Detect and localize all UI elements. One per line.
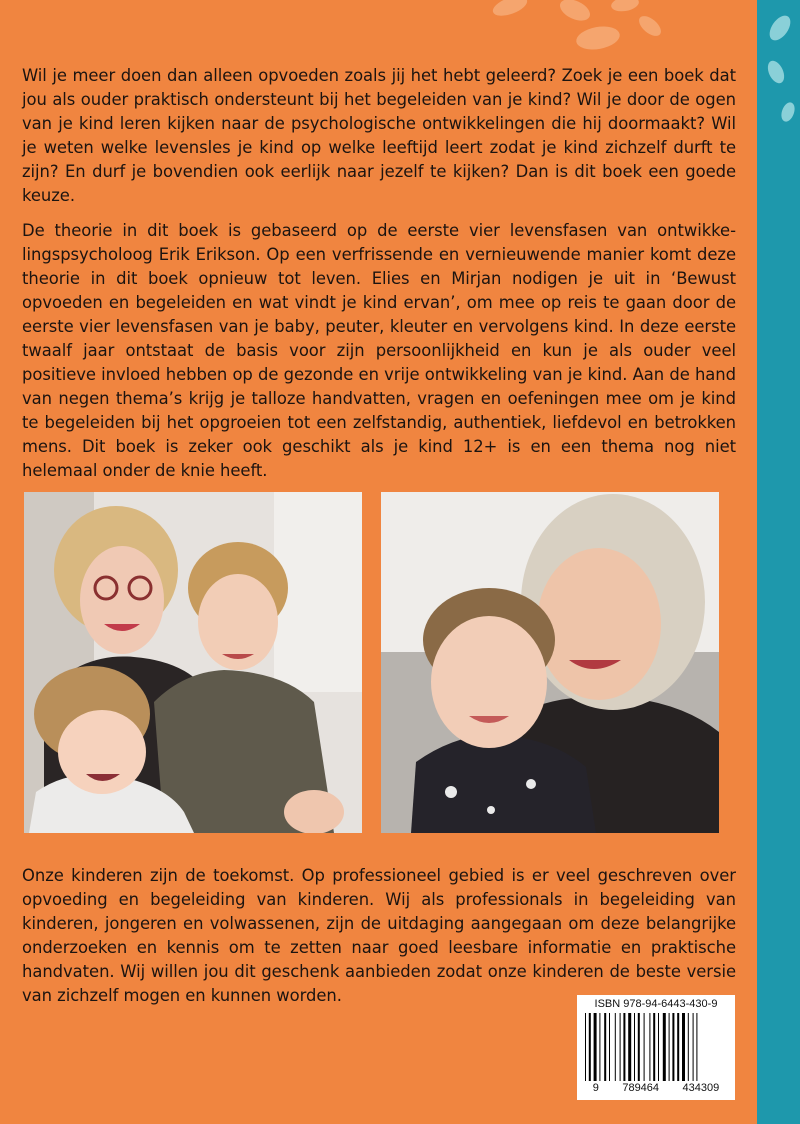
photo-right xyxy=(381,492,719,833)
photo-left xyxy=(24,492,362,833)
book-spine xyxy=(757,0,800,1124)
closing-paragraph: Onze kinderen zijn de toekomst. Op professioneel gebied is er veel geschreven over opvoeding en begeleiding van kinderen. Wij als professionals in begeleiding van kinderen, jongeren en volwassenen, zijn de uitdaging aangegaan om deze belangrijke onderzoeken en kennis om te zetten naar goed leesbare informatie en praktische handvaten. Wij willen jou dit geschenk aanbieden zodat onze kinderen de beste versie van zichzelf mogen en kunnen worden. xyxy=(22,866,736,1005)
barcode-digits xyxy=(577,1082,735,1094)
intro-paragraph: Wil je meer doen dan alleen opvoeden zoals jij het hebt geleerd? Zoek je een boek dat jou als ouder praktisch ondersteunt bij het begeleiden van je kind? Wil je door de ogen van je kind leren kijken naar de psychologische ontwikkelingen die hij doormaakt? Wil je weten welke levensles je kind op welke leeftijd leert zodat je kind zichzelf durft te zijn? En durf je bovendien ook eerlijk naar jezelf te kijken? Dan is dit boek een goede keuze. xyxy=(22,66,736,205)
barcode-bars-icon xyxy=(585,1013,727,1081)
photo-woman-with-boy-icon xyxy=(381,492,719,833)
theory-paragraph: De theorie in dit boek is gebaseerd op de eerste vier levensfasen van ontwikkelingspsycholoog Erik Erikson. Op een verfrissende en vernieuwende manier komt deze theorie in dit boek opnieuw tot leven. Elies en Mirjan nodigen je uit in ‘Bewust opvoeden en begeleiden en wat vindt je kind ervan’, om mee op reis te gaan door de eerste vier levensfasen van je baby, peuter, kleuter en vervolgens kind. In deze eerste twaalf jaar ontstaat de basis voor zijn persoonlijkheid en kun je als ouder veel positieve invloed hebben op de gezonde en vrije ontwikkeling van je kind. Aan de hand van negen thema’s krijg je talloze handvatten, vragen en oefeningen mee om je kind te begeleiden bij het opgroeien tot een zelfstandig, authentiek, liefdevol en betrokken mens. Dit boek is zeker ook geschikt als je kind 12+ is en een thema nog niet helemaal onder de knie heeft. xyxy=(22,221,736,480)
barcode-digit-group: 434309 xyxy=(682,1082,720,1094)
barcode-digit-group: 789464 xyxy=(622,1082,660,1094)
isbn-barcode xyxy=(577,995,735,1100)
photo-woman-with-two-children-icon xyxy=(24,492,362,833)
barcode-digit-group: 9 xyxy=(592,1082,599,1094)
isbn-number: ISBN 978-94-6443-430-9 xyxy=(594,998,718,1010)
